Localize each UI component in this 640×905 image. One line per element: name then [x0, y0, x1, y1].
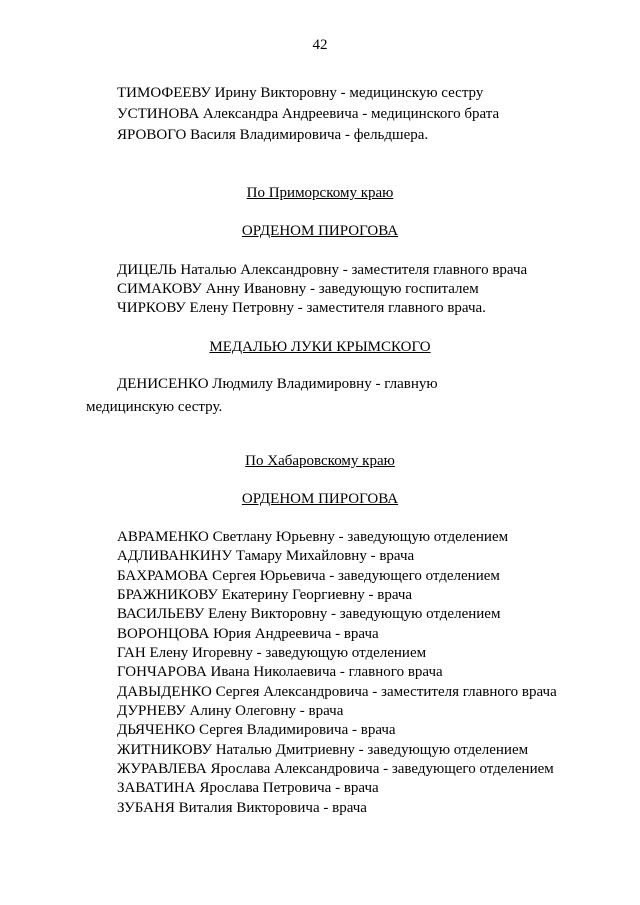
list-item: ГОНЧАРОВА Ивана Николаевича - главного врача — [117, 664, 443, 680]
list-item: ДЬЯЧЕНКО Сергея Владимировича - врача — [117, 722, 396, 738]
list-item: ГАН Елену Игоревну - заведующую отделением — [117, 645, 427, 661]
list-item: ЖИТНИКОВУ Наталью Дмитриевну - заведующую отделением — [117, 742, 529, 758]
list-item: АВРАМЕНКО Светлану Юрьевну - заведующую отделением — [117, 529, 509, 545]
list-item: ЗАВАТИНА Ярослава Петровича - врача — [117, 780, 379, 796]
list-item: ДИЦЕЛЬ Наталью Александровну - заместителя главного врача — [117, 262, 528, 278]
list-item: ЖУРАВЛЕВА Ярослава Александровича - заведующего отделением — [117, 761, 554, 777]
list-item: БРАЖНИКОВУ Екатерину Георгиевну - врача — [117, 587, 413, 603]
page-number: 42 — [312, 37, 328, 53]
award-heading-pirogov: ОРДЕНОМ ПИРОГОВА — [241, 223, 399, 239]
list-item: ДУРНЕВУ Алину Олеговну - врача — [117, 703, 344, 719]
section-heading-khabarovsk: По Хабаровскому краю — [245, 453, 395, 469]
list-item: УСТИНОВА Александра Андреевича - медицинского брата — [117, 106, 500, 122]
paragraph: ДЕНИСЕНКО Людмилу Владимировну - главную медицинскую сестру. — [86, 376, 438, 415]
award-heading-luka-krymsky: МЕДАЛЬЮ ЛУКИ КРЫМСКОГО — [209, 339, 431, 355]
award-heading-pirogov-2: ОРДЕНОМ ПИРОГОВА — [241, 491, 399, 507]
list-item: ЗУБАНЯ Виталия Викторовича - врача — [117, 800, 367, 816]
list-item: АДЛИВАНКИНУ Тамару Михайловну - врача — [117, 548, 415, 564]
list-item: ЧИРКОВУ Елену Петровну - заместителя главного врача. — [117, 300, 486, 316]
list-item: ВОРОНЦОВА Юрия Андреевича - врача — [117, 626, 379, 642]
list-item: ДАВЫДЕНКО Сергея Александровича - заместителя главного врача — [117, 684, 557, 700]
list-item: ВАСИЛЬЕВУ Елену Викторовну - заведующую отделением — [117, 606, 501, 622]
list-item: БАХРАМОВА Сергея Юрьевича - заведующего отделением — [117, 568, 500, 584]
section-heading-primorsky: По Приморскому краю — [246, 185, 394, 201]
list-item: ТИМОФЕЕВУ Ирину Викторовну - медицинскую сестру — [117, 85, 484, 101]
list-item: ЯРОВОГО Василя Владимировича - фельдшера. — [117, 127, 429, 143]
list-item: СИМАКОВУ Анну Ивановну - заведующую госпиталем — [117, 281, 479, 297]
